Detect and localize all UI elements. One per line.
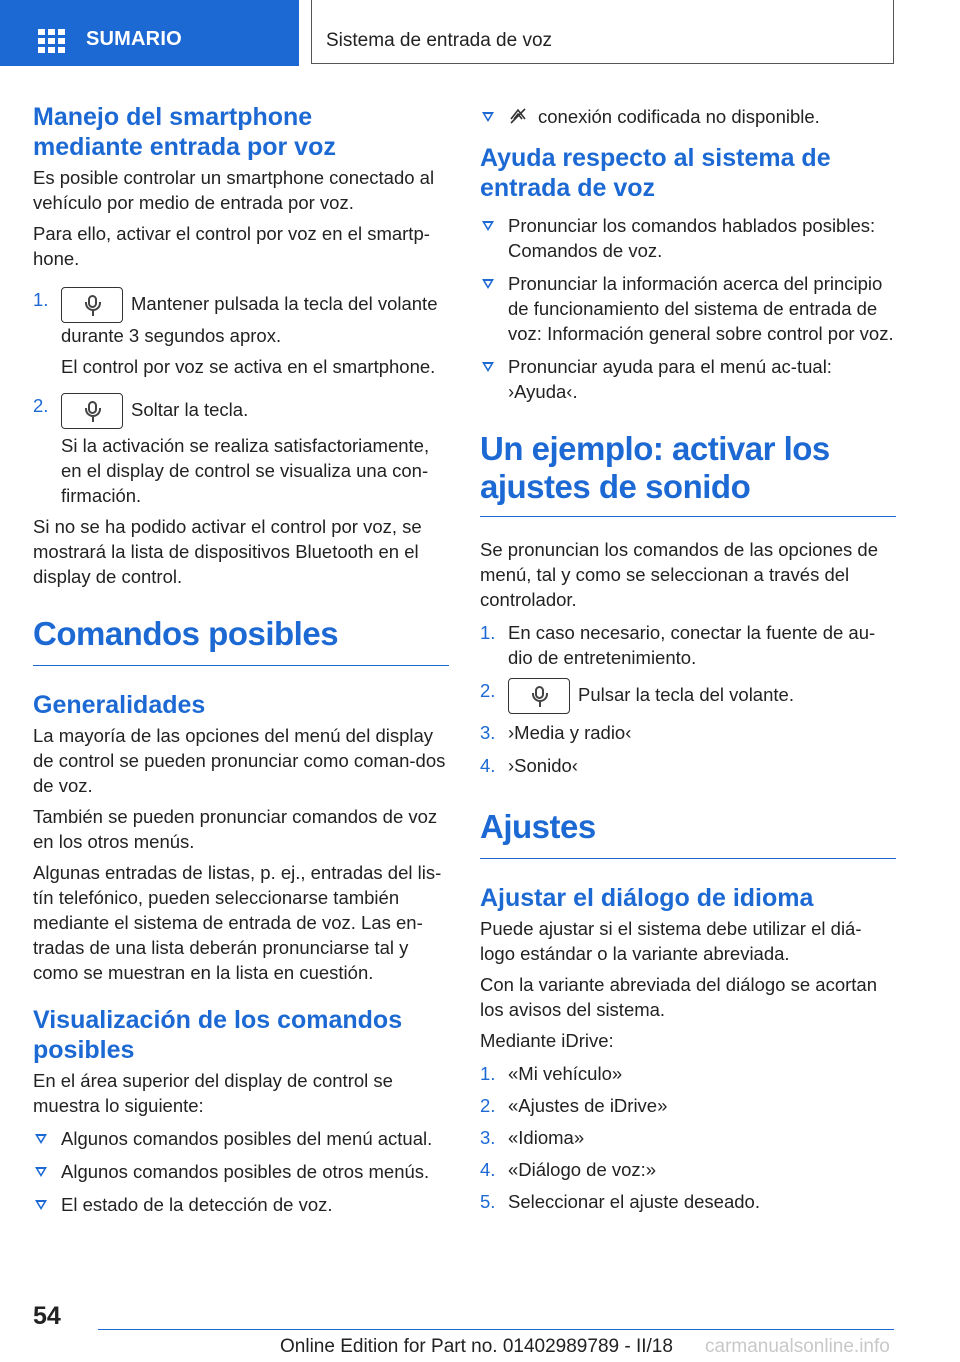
heading-line: Un ejemplo: activar los xyxy=(480,430,830,467)
bullet-item xyxy=(33,1159,449,1184)
step-text: «Mi vehículo» xyxy=(508,1063,623,1084)
step-item xyxy=(33,393,449,429)
bullet-text: Algunos comandos posibles de otros menús. xyxy=(61,1161,430,1182)
step-note: Si la activación se realiza satisfactoriamente, en el display de control se visualiza una con‐firmación. xyxy=(61,435,430,506)
step-note: El control por voz se activa en el smartphone. xyxy=(61,356,436,377)
heading-line: mediante entrada por voz xyxy=(33,133,336,161)
heading-line: ajustes de sonido xyxy=(480,468,751,505)
step-text: «Ajustes de iDrive» xyxy=(508,1095,668,1116)
watermark-text: carmanualsonline.info xyxy=(705,1336,890,1357)
step-text: Pulsar la tecla del volante. xyxy=(578,683,794,705)
triangle-bullet-icon xyxy=(35,1134,47,1144)
section-heading xyxy=(33,102,449,162)
step-item xyxy=(480,620,896,670)
chapter-title: Sistema de entrada de voz xyxy=(326,30,553,51)
triangle-bullet-icon xyxy=(482,112,494,122)
right-column xyxy=(480,102,896,1214)
mic-button-icon xyxy=(61,393,123,429)
step-number: 5. xyxy=(480,1191,496,1212)
bullet-text: Algunos comandos posibles del menú actual. xyxy=(61,1128,433,1149)
left-column xyxy=(33,102,449,1217)
step-item xyxy=(480,720,896,745)
step-number: 2. xyxy=(480,680,496,701)
step-text: «Diálogo de voz:» xyxy=(508,1159,657,1180)
footer-rule xyxy=(98,1329,894,1330)
page-number: 54 xyxy=(33,1302,61,1330)
heading-line: Manejo del smartphone xyxy=(33,103,313,131)
bullet-text: Pronunciar la información acerca del principio de funcionamiento del sistema de entrada de voz: Información general sobre control por voz. xyxy=(508,273,894,344)
paragraph: Mediante iDrive: xyxy=(480,1030,614,1051)
triangle-bullet-icon xyxy=(482,221,494,231)
step-text: ›Media y radio‹ xyxy=(508,722,632,743)
paragraph: La mayoría de las opciones del menú del display de control se pueden pronunciar como coman‐dos de voz. xyxy=(33,725,446,796)
heading-rule xyxy=(480,858,896,859)
mic-button-icon xyxy=(61,287,123,323)
step-text: En caso necesario, conectar la fuente de au‐dio de entretenimiento. xyxy=(508,622,876,668)
heading-line: Ayuda respecto al sistema de xyxy=(480,144,831,172)
chapter-heading xyxy=(480,430,896,506)
step-number: 4. xyxy=(480,1159,496,1180)
paragraph: Puede ajustar si el sistema debe utilizar el diá‐logo estándar o la variante abreviada. xyxy=(480,918,862,964)
bullet-text: Pronunciar ayuda para el menú ac‐tual: ›Ayuda‹. xyxy=(508,356,832,402)
mic-button-icon xyxy=(508,678,570,714)
heading-line: entrada de voz xyxy=(480,174,656,202)
step-number: 3. xyxy=(480,1127,496,1148)
bullet-item xyxy=(480,104,896,129)
section-heading: Ajustar el diálogo de idioma xyxy=(480,884,814,912)
bullet-text: El estado de la detección de voz. xyxy=(61,1194,333,1215)
bullet-item xyxy=(33,1126,449,1151)
paragraph: Para ello, activar el control por voz en el smartp‐hone. xyxy=(33,223,430,269)
triangle-bullet-icon xyxy=(482,279,494,289)
top-bar xyxy=(0,0,960,66)
chapter-heading: Ajustes xyxy=(480,808,596,845)
step-text: ›Sonido‹ xyxy=(508,755,578,776)
step-item xyxy=(480,1125,896,1150)
step-number: 2. xyxy=(33,395,49,416)
grid-icon xyxy=(38,29,66,53)
step-number: 3. xyxy=(480,722,496,743)
heading-line: Visualización de los comandos xyxy=(33,1006,403,1034)
sumario-button[interactable] xyxy=(0,0,299,66)
bullet-text: conexión codificada no disponible. xyxy=(538,106,820,127)
step-text: Mantener pulsada la tecla del volante durante 3 segundos aprox. xyxy=(61,292,438,346)
step-number: 2. xyxy=(480,1095,496,1116)
bullet-item xyxy=(480,213,896,263)
section-heading xyxy=(480,143,896,203)
section-heading xyxy=(33,1005,449,1065)
bullet-item xyxy=(33,1192,449,1217)
step-number: 4. xyxy=(480,755,496,776)
paragraph: Algunas entradas de listas, p. ej., entradas del lis‐tín telefónico, pueden seleccionarse también mediante el sistema de entrada de voz. Las en‐tradas de una lista deberán pronunciarse tal y como se muestran en la lista en cuestión. xyxy=(33,862,442,983)
triangle-bullet-icon xyxy=(35,1167,47,1177)
paragraph: Si no se ha podido activar el control por voz, se mostrará la lista de dispositivos Bluetooth en el display de control. xyxy=(33,516,422,587)
paragraph: Se pronuncian los comandos de las opciones de menú, tal y como se seleccionan a través del controlador. xyxy=(480,539,879,610)
sumario-label: SUMARIO xyxy=(86,28,182,50)
heading-rule xyxy=(33,665,449,666)
paragraph: Con la variante abreviada del diálogo se acortan los avisos del sistema. xyxy=(480,974,877,1020)
step-text: «Idioma» xyxy=(508,1127,585,1148)
bullet-text: Pronunciar los comandos hablados posibles: Comandos de voz. xyxy=(508,215,876,261)
triangle-bullet-icon xyxy=(482,362,494,372)
bullet-item xyxy=(480,271,896,346)
step-item xyxy=(480,753,896,778)
heading-line: posibles xyxy=(33,1036,135,1064)
step-item xyxy=(480,678,896,714)
step-item xyxy=(480,1061,896,1086)
paragraph: También se pueden pronunciar comandos de voz en los otros menús. xyxy=(33,806,438,852)
paragraph: En el área superior del display de control se muestra lo siguiente: xyxy=(33,1070,393,1116)
triangle-bullet-icon xyxy=(35,1200,47,1210)
step-item xyxy=(480,1157,896,1182)
chapter-heading: Comandos posibles xyxy=(33,615,339,652)
step-item xyxy=(480,1189,896,1214)
chapter-tab[interactable] xyxy=(311,0,894,64)
bullet-item xyxy=(480,354,896,404)
no-encryption-icon xyxy=(508,106,528,124)
step-number: 1. xyxy=(480,622,496,643)
step-item xyxy=(480,1093,896,1118)
step-text: Soltar la tecla. xyxy=(131,398,249,420)
heading-rule xyxy=(480,516,896,517)
step-number: 1. xyxy=(33,289,49,310)
paragraph: Es posible controlar un smartphone conectado al vehículo por medio de entrada por voz. xyxy=(33,167,435,213)
edition-text: Online Edition for Part no. 01402989789 - II/18 xyxy=(280,1336,673,1357)
step-number: 1. xyxy=(480,1063,496,1084)
section-heading: Generalidades xyxy=(33,691,206,719)
step-text: Seleccionar el ajuste deseado. xyxy=(508,1191,760,1212)
step-item xyxy=(33,287,449,348)
